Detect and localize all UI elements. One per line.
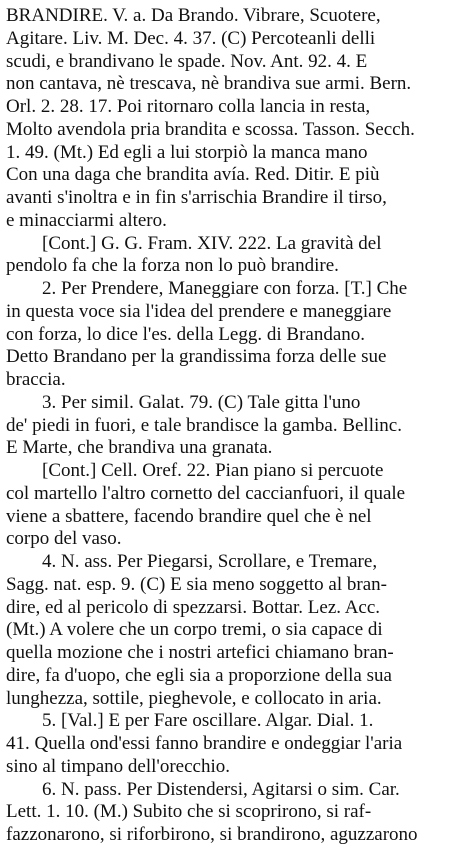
entry-line: Lett. 1. 10. (M.) Subito che si scoprirono, si raf-: [6, 801, 372, 823]
entry-line: Detto Brandano per la grandissima forza delle sue: [6, 346, 387, 368]
entry-line: viene a sbattere, facendo brandire quel che è nel: [6, 505, 372, 527]
entry-line: braccia.: [6, 369, 66, 390]
entry-line: pendolo fa che la forza non lo può brandire.: [6, 255, 339, 277]
entry-line: Orl. 2. 28. 17. Poi ritornaro colla lancia in resta,: [6, 96, 371, 117]
entry-line: fazzonarono, si riforbirono, si brandirono, aguzzarono: [6, 824, 418, 845]
entry-line: col martello l'altro cornetto del caccianfuori, il quale: [6, 482, 406, 504]
entry-line: [Cont.] Cell. Oref. 22. Pian piano si percuote: [42, 460, 384, 481]
entry-line: non cantava, nè trescava, nè brandiva sue armi. Bern.: [6, 73, 412, 95]
entry-line: 6. N. pass. Per Distendersi, Agitarsi o sim. Car.: [42, 778, 400, 800]
entry-line: avanti s'inoltra e in fin s'arrischia Brandire il tirso,: [6, 187, 387, 208]
entry-line: corpo del vaso.: [6, 528, 122, 550]
entry-line: lunghezza, sottile, pieghevole, e collocato in aria.: [6, 687, 382, 709]
entry-line: con forza, lo dice l'es. della Legg. di Brandano.: [6, 323, 366, 345]
entry-line: 3. Per simil. Galat. 79. (C) Tale gitta l'uno: [42, 391, 361, 413]
entry-line: Agitare. Liv. M. Dec. 4. 37. (C) Percoteanli delli: [6, 27, 376, 49]
entry-line: E Marte, che brandiva una granata.: [6, 437, 273, 459]
entry-line: sino al timpano dell'orecchio.: [6, 755, 230, 777]
entry-line: Molto avendola pria brandita e scossa. Tasson. Secch.: [6, 118, 415, 140]
entry-line: de' piedi in fuori, e tale brandisce la gamba. Bellinc.: [6, 414, 402, 436]
entry-line: Con una daga che brandita avía. Red. Ditir. E più: [6, 164, 380, 186]
entry-line: dire, ed al pericolo di spezzarsi. Bottar. Lez. Acc.: [6, 596, 381, 618]
entry-line: in questa voce sia l'idea del prendere e maneggiare: [6, 300, 392, 322]
entry-line: dire, fa d'uopo, che egli sia a proporzione della sua: [6, 664, 392, 686]
entry-line: [Cont.] G. G. Fram. XIV. 222. La gravità del: [42, 232, 382, 254]
entry-line: e minacciarmi altero.: [6, 209, 167, 231]
entry-line: (Mt.) A volere che un corpo tremi, o sia capace di: [6, 619, 383, 641]
entry-line: 4. N. ass. Per Piegarsi, Scrollare, e Tremare,: [42, 551, 378, 572]
entry-line: 41. Quella ond'essi fanno brandire e ondeggiar l'aria: [6, 733, 403, 754]
entry-line: 5. [Val.] E per Fare oscillare. Algar. Dial. 1.: [42, 710, 374, 732]
entry-line: 1. 49. (Mt.) Ed egli a lui storpiò la manca mano: [6, 141, 368, 163]
entry-headline: BRANDIRE. V. a. Da Brando. Vibrare, Scuotere,: [6, 5, 381, 26]
entry-line: quella mozione che i nostri artefici chiamano bran-: [6, 642, 394, 663]
entry-line: 2. Per Prendere, Maneggiare con forza. [T.] Che: [42, 278, 408, 299]
entry-line: Sagg. nat. esp. 9. (C) E sia meno soggetto al bran-: [6, 573, 387, 595]
entry-line: scudi, e brandivano le spade. Nov. Ant. 92. 4. E: [6, 50, 368, 72]
